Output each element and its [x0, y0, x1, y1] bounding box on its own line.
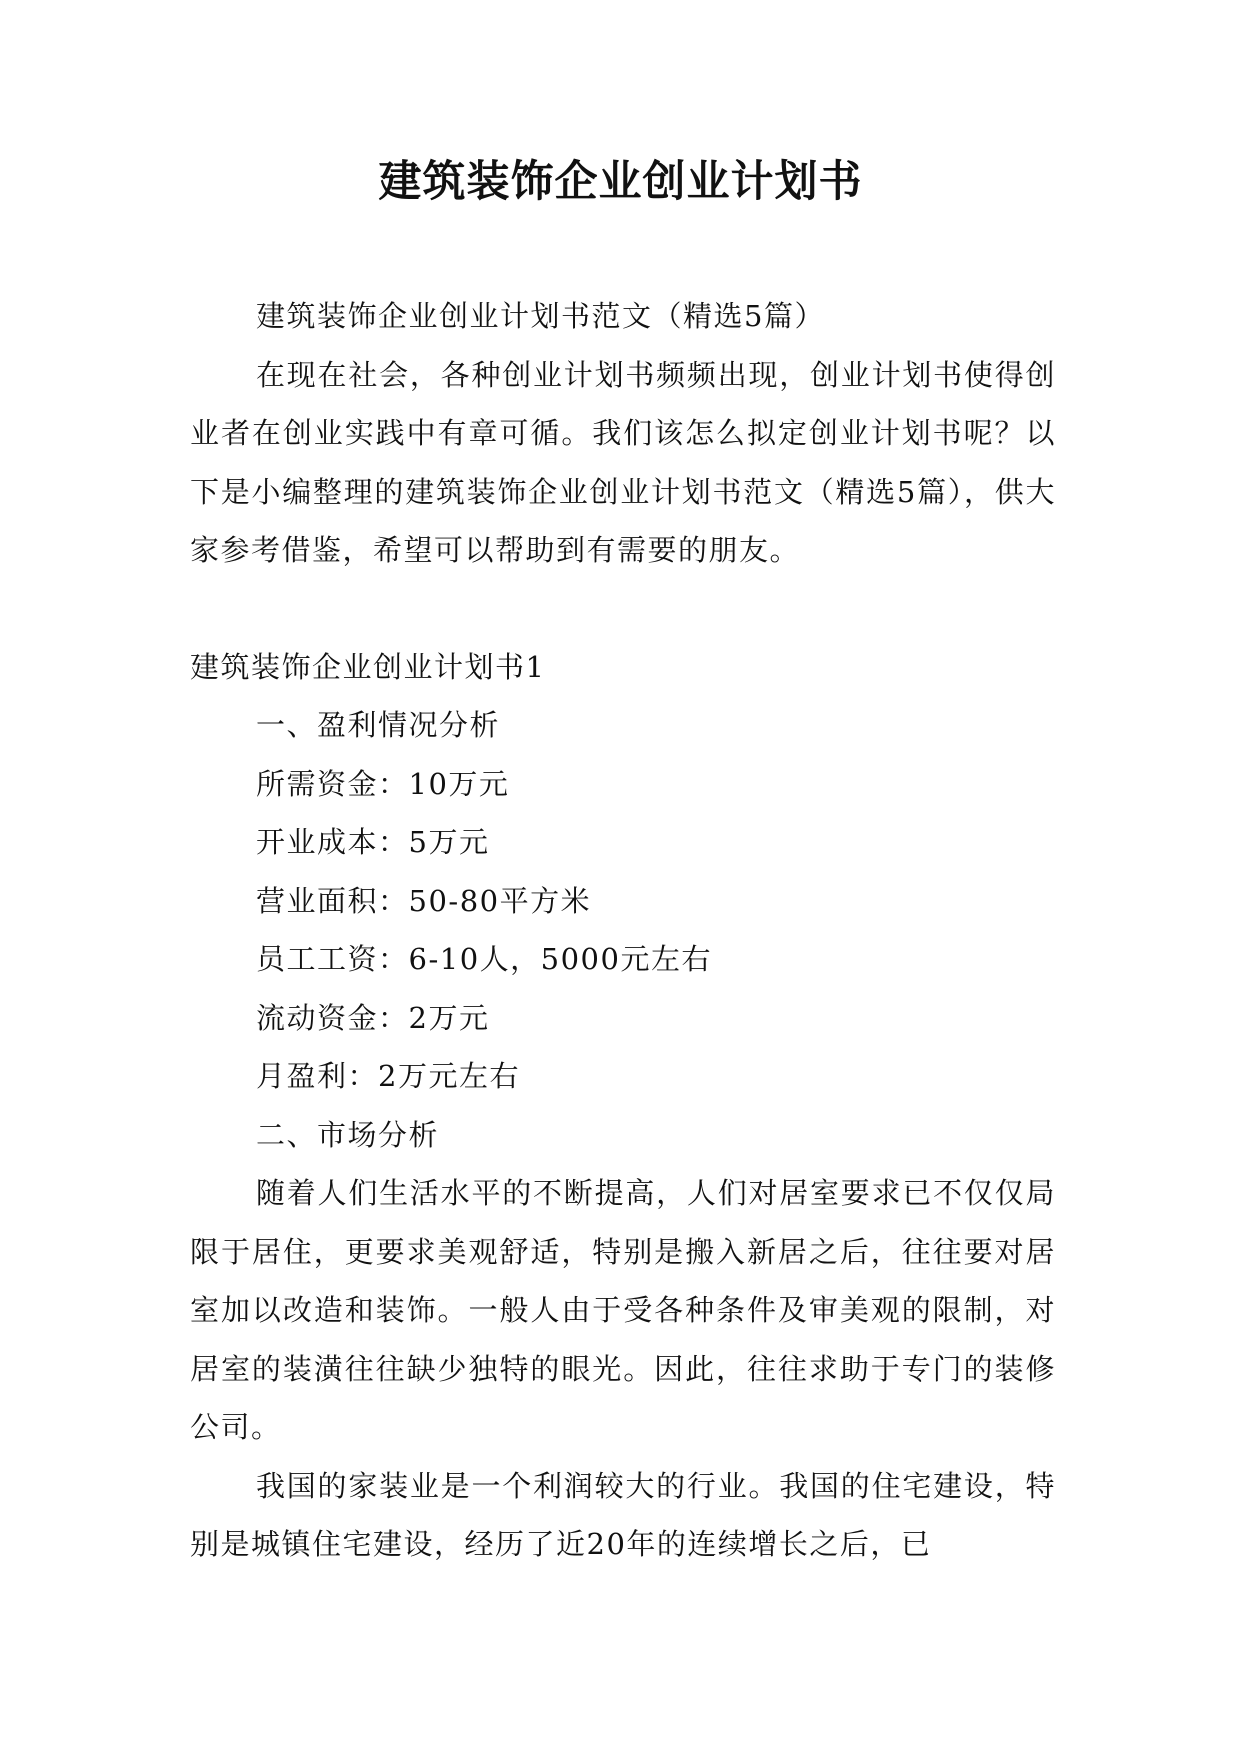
subtitle: 建筑装饰企业创业计划书范文（精选5篇）	[256, 299, 825, 333]
list-item: 流动资金：2万元	[256, 1000, 490, 1035]
body-paragraph: 我国的家装业是一个利润较大的行业。我国的住宅建设，特别是城镇住宅建设，经历了近20年的连续增长之后，已	[190, 1468, 1056, 1561]
list-item: 开业成本：5万元	[256, 825, 490, 859]
part-heading-profit: 一、盈利情况分析	[256, 708, 501, 742]
paragraph-gap	[190, 580, 1056, 638]
list-item: 员工工资：6-10人，5000元左右	[256, 942, 712, 976]
intro-paragraph: 在现在社会，各种创业计划书频频出现，创业计划书使得创业者在创业实践中有章可循。我们该怎么拟定创业计划书呢？以下是小编整理的建筑装饰企业创业计划书范文（精选5篇），供大家参考借鉴，希望可以帮助到有需要的朋友。	[190, 357, 1056, 567]
part-heading-market: 二、市场分析	[256, 1117, 440, 1152]
body-paragraph: 随着人们生活水平的不断提高，人们对居室要求已不仅仅局限于居住，更要求美观舒适，特别是搬入新居之后，往往要对居室加以改造和装饰。一般人由于受各种条件及审美观的限制，对居室的装潢往往缺少独特的眼光。因此，往往求助于专门的装修公司。	[190, 1176, 1056, 1444]
list-item: 营业面积：50-80平方米	[256, 883, 592, 918]
document-body	[190, 287, 1056, 1574]
document-title: 建筑装饰企业创业计划书	[378, 157, 863, 207]
list-item: 所需资金：10万元	[256, 766, 510, 801]
section-heading: 建筑装饰企业创业计划书1	[190, 649, 546, 684]
list-item: 月盈利：2万元左右	[256, 1059, 520, 1093]
